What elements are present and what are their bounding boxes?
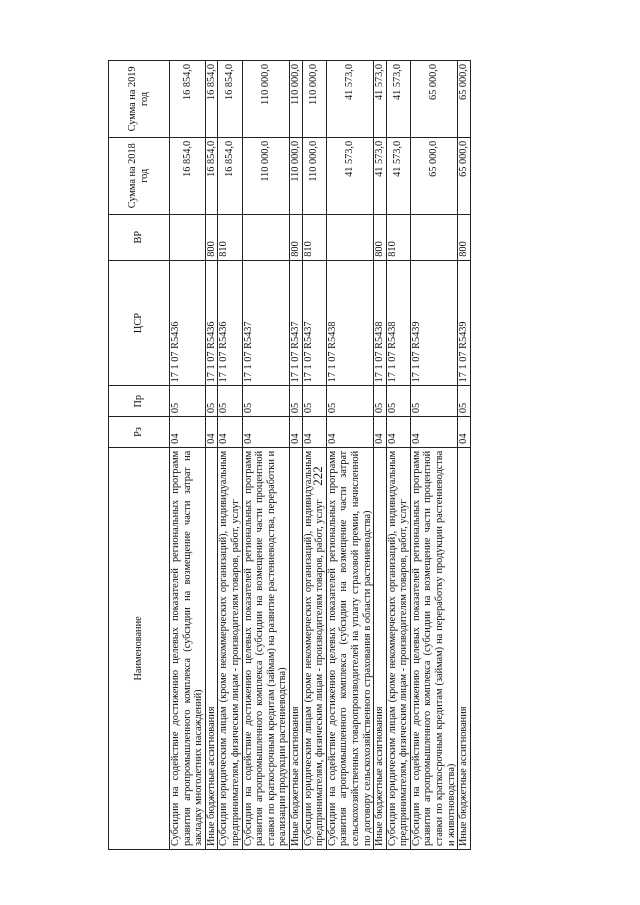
cell-rz: 04 [218, 417, 242, 448]
cell-csr: 17 1 07 R5438 [386, 260, 410, 386]
cell-csr: 17 1 07 R5437 [289, 260, 302, 386]
cell-sum-2019: 110 000,0 [242, 61, 289, 138]
page-number: 222 [310, 466, 325, 486]
cell-rz: 04 [242, 417, 289, 448]
cell-csr: 17 1 07 R5439 [458, 260, 471, 386]
cell-sum-2018: 110 000,0 [289, 137, 302, 214]
header-rz: Рз [109, 417, 170, 448]
cell-sum-2018: 41 573,0 [386, 137, 410, 214]
cell-sum-2019: 16 854,0 [218, 61, 242, 138]
cell-sum-2018: 16 854,0 [170, 137, 206, 214]
cell-pr: 05 [218, 386, 242, 417]
cell-vr: 800 [458, 214, 471, 260]
header-vr: ВР [109, 214, 170, 260]
cell-csr: 17 1 07 R5436 [205, 260, 218, 386]
cell-vr: 810 [302, 214, 326, 260]
cell-rz: 04 [302, 417, 326, 448]
cell-vr [410, 214, 457, 260]
cell-csr: 17 1 07 R5438 [374, 260, 387, 386]
cell-rz: 04 [458, 417, 471, 448]
cell-sum-2018: 65 000,0 [410, 137, 457, 214]
cell-rz: 04 [289, 417, 302, 448]
cell-vr [242, 214, 289, 260]
cell-name: Иные бюджетные ассигнования [458, 447, 471, 849]
header-csr: ЦСР [109, 260, 170, 386]
table-row [458, 61, 471, 850]
cell-rz: 04 [170, 417, 206, 448]
cell-sum-2019: 110 000,0 [302, 61, 326, 138]
cell-sum-2019: 65 000,0 [458, 61, 471, 138]
budget-table [108, 60, 471, 850]
cell-rz: 04 [374, 417, 387, 448]
cell-sum-2018: 41 573,0 [326, 137, 373, 214]
cell-rz: 04 [386, 417, 410, 448]
cell-pr: 05 [326, 386, 373, 417]
cell-rz: 04 [410, 417, 457, 448]
cell-sum-2018: 41 573,0 [374, 137, 387, 214]
cell-csr: 17 1 07 R5439 [410, 260, 457, 386]
cell-rz: 04 [205, 417, 218, 448]
header-pr: Пр [109, 386, 170, 417]
cell-vr: 800 [205, 214, 218, 260]
cell-vr [326, 214, 373, 260]
cell-sum-2018: 110 000,0 [242, 137, 289, 214]
cell-pr: 05 [170, 386, 206, 417]
cell-name: Субсидии юридическим лицам (кроме некоммерческих организаций), индивидуальным предпринимателям, физическим лицам - производителям товаров, работ, услуг [302, 447, 326, 849]
cell-csr: 17 1 07 R5437 [242, 260, 289, 386]
cell-name: Иные бюджетные ассигнования [374, 447, 387, 849]
cell-sum-2019: 41 573,0 [386, 61, 410, 138]
cell-name: Субсидии на содействие достижению целевых показателей региональных программ развития агропромышленного комплекса (субсидии на возмещение части затрат сельскохозяйственных товаропроизводителей на уплату страховой премии, начисленной по договору сельскохозяйственного страхования в области растениеводства) [326, 447, 373, 849]
cell-sum-2018: 65 000,0 [458, 137, 471, 214]
table-row [374, 61, 387, 850]
table-row [289, 61, 302, 850]
cell-pr: 05 [410, 386, 457, 417]
cell-pr: 05 [302, 386, 326, 417]
table-row [218, 61, 242, 850]
cell-pr: 05 [374, 386, 387, 417]
cell-pr: 05 [386, 386, 410, 417]
cell-vr: 810 [386, 214, 410, 260]
header-name: Наименование [109, 447, 170, 849]
cell-sum-2019: 41 573,0 [374, 61, 387, 138]
cell-name: Иные бюджетные ассигнования [289, 447, 302, 849]
cell-vr [170, 214, 206, 260]
table-row [205, 61, 218, 850]
cell-pr: 05 [289, 386, 302, 417]
cell-csr: 17 1 07 R5437 [302, 260, 326, 386]
cell-name: Иные бюджетные ассигнования [205, 447, 218, 849]
cell-sum-2018: 110 000,0 [302, 137, 326, 214]
cell-sum-2018: 16 854,0 [205, 137, 218, 214]
cell-vr: 800 [289, 214, 302, 260]
table-row [302, 61, 326, 850]
table-row [386, 61, 410, 850]
cell-name: Субсидии на содействие достижению целевых показателей региональных программ развития агропромышленного комплекса (субсидии на возмещение части процентной ставки по краткосрочным кредитам (займам) на переработку продукции растениеводства и животноводства) [410, 447, 457, 849]
cell-rz: 04 [326, 417, 373, 448]
header-sum-2019: Сумма на 2019 год [109, 61, 170, 138]
cell-name: Субсидии юридическим лицам (кроме некоммерческих организаций), индивидуальным предпринимателям, физическим лицам - производителям товаров, работ, услуг [386, 447, 410, 849]
cell-pr: 05 [458, 386, 471, 417]
cell-csr: 17 1 07 R5436 [170, 260, 206, 386]
cell-vr: 800 [374, 214, 387, 260]
cell-pr: 05 [242, 386, 289, 417]
cell-name: Субсидии на содействие достижению целевых показателей региональных программ развития агропромышленного комплекса (субсидии на возмещение части затрат на закладку многолетних насаждений) [170, 447, 206, 849]
cell-sum-2019: 110 000,0 [289, 61, 302, 138]
cell-sum-2019: 41 573,0 [326, 61, 373, 138]
rotated-table-wrapper [108, 60, 536, 850]
cell-csr: 17 1 07 R5438 [326, 260, 373, 386]
cell-sum-2019: 16 854,0 [170, 61, 206, 138]
cell-sum-2018: 16 854,0 [218, 137, 242, 214]
table-row [170, 61, 206, 850]
table-header-row [109, 61, 170, 850]
table-row [410, 61, 457, 850]
cell-name: Субсидии на содействие достижению целевых показателей региональных программ развития агропромышленного комплекса (субсидии на возмещение части процентной ставки по краткосрочным кредитам (займам) на развитие растениеводства, переработки и реализации продукции растениеводства) [242, 447, 289, 849]
cell-vr: 810 [218, 214, 242, 260]
cell-pr: 05 [205, 386, 218, 417]
cell-csr: 17 1 07 R5436 [218, 260, 242, 386]
header-sum-2018: Сумма на 2018 год [109, 137, 170, 214]
table-row [326, 61, 373, 850]
cell-name: Субсидии юридическим лицам (кроме некоммерческих организаций), индивидуальным предпринимателям, физическим лицам - производителям товаров, работ, услуг [218, 447, 242, 849]
cell-sum-2019: 65 000,0 [410, 61, 457, 138]
table-row [242, 61, 289, 850]
cell-sum-2019: 16 854,0 [205, 61, 218, 138]
